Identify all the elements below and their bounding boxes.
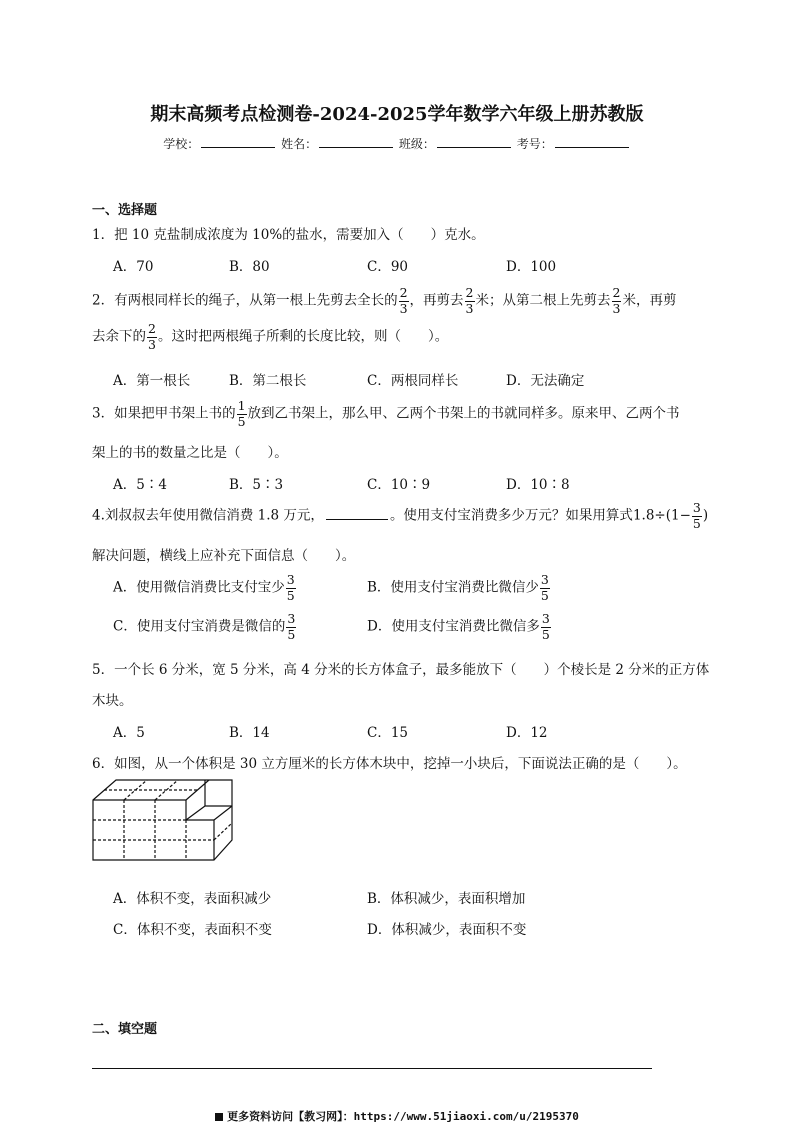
fraction-three-fifths: $\frac{3}{5}$ — [287, 611, 296, 642]
front-grid-horizontal — [93, 820, 214, 840]
fraction-three-fifths: $\frac{3}{5}$ — [692, 500, 701, 531]
q5-option-c[interactable]: C．15 — [367, 725, 409, 741]
notch-back-edges — [186, 806, 232, 820]
q3-option-c[interactable]: C．10∶9 — [367, 477, 431, 493]
q1-option-d[interactable]: D．100 — [506, 259, 557, 275]
q3-option-d[interactable]: D．10∶8 — [506, 477, 570, 493]
flag-icon — [215, 1113, 223, 1121]
fraction-two-thirds: $\frac{2}{3}$ — [465, 285, 474, 316]
q1-option-a[interactable]: A．70 — [113, 259, 154, 275]
notch-diagonal — [214, 806, 232, 820]
fraction-one-fifth: $\frac{1}{5}$ — [237, 398, 246, 429]
class-label: 班级： — [398, 137, 435, 151]
fraction-two-thirds: $\frac{2}{3}$ — [612, 285, 621, 316]
fraction-two-thirds: $\frac{2}{3}$ — [399, 285, 408, 316]
question-6: 6．如图，从一个体积是 30 立方厘米的长方体木块中，挖掉一小块后，下面说法正确的是（ ）。 — [92, 756, 687, 772]
page-title: 期末高频考点检测卷-2024-2025学年数学六年级上册苏教版 — [150, 104, 644, 125]
question-2-line-1: 2．有两根同样长的绳子，从第一根上先剪去全长的 $\frac{2}{3}$ ，再剪去 $\frac{2}{3}$ 米；从第二根上先剪去 $\frac{2}{3}$ 米，再剪 — [92, 285, 677, 316]
q2-option-a[interactable]: A．第一根长 — [113, 373, 191, 389]
class-blank[interactable] — [437, 135, 511, 148]
q2-option-c[interactable]: C．两根同样长 — [367, 373, 459, 389]
question-2-line-2: 去余下的 $\frac{2}{3}$ 。这时把两根绳子所剩的长度比较，则（ ）。 — [92, 321, 449, 352]
q5-option-b[interactable]: B．14 — [229, 725, 270, 741]
question-4-line-2: 解决问题，横线上应补充下面信息（ ）。 — [92, 548, 356, 564]
q6-option-d[interactable]: D．体积减少，表面积不变 — [367, 922, 527, 938]
q5-option-d[interactable]: D．12 — [506, 725, 548, 741]
school-blank[interactable] — [201, 135, 275, 148]
question-4-line-1: 4.刘叔叔去年使用微信消费 1.8 万元， 。使用支付宝消费多少万元？如果用算式1.8÷(1− $\frac{3}{5}$ ) — [92, 500, 709, 531]
student-info-line — [0, 135, 794, 152]
q4-option-a[interactable]: A．使用微信消费比支付宝少 $\frac{3}{5}$ — [113, 572, 295, 603]
q6-option-a[interactable]: A．体积不变，表面积减少 — [113, 891, 272, 907]
footer-link[interactable]: 更多资料访问【教习网】：https://www.51jiaoxi.com/u/2195370 — [227, 1110, 579, 1123]
q5-option-a[interactable]: A．5 — [113, 725, 145, 741]
school-label: 学校： — [163, 137, 200, 151]
q3-option-a[interactable]: A．5∶4 — [113, 477, 167, 493]
fraction-three-fifths: $\frac{3}{5}$ — [540, 572, 549, 603]
front-grid-vertical — [124, 800, 186, 860]
number-blank[interactable] — [555, 135, 629, 148]
q6-option-c[interactable]: C．体积不变，表面积不变 — [113, 922, 272, 938]
section-heading-choice: 一、选择题 — [92, 203, 158, 218]
number-label: 考号： — [516, 137, 553, 151]
name-label: 姓名： — [281, 137, 318, 151]
q6-option-b[interactable]: B．体积减少，表面积增加 — [367, 891, 526, 907]
question-5-line-2: 木块。 — [92, 693, 133, 709]
divider-line — [92, 1068, 652, 1069]
cuboid-figure — [90, 778, 240, 870]
question-5-line-1: 5．一个长 6 分米，宽 5 分米，高 4 分米的长方体盒子，最多能放下（ ）个棱长是 2 分米的正方体 — [92, 662, 710, 678]
question-1: 1．把 10 克盐制成浓度为 10%的盐水，需要加入（ ）克水。 — [92, 227, 485, 243]
fraction-three-fifths: $\frac{3}{5}$ — [286, 572, 295, 603]
q1-option-c[interactable]: C．90 — [367, 259, 409, 275]
q2-option-b[interactable]: B．第二根长 — [229, 373, 307, 389]
q1-option-b[interactable]: B．80 — [229, 259, 270, 275]
q2-option-d[interactable]: D．无法确定 — [506, 373, 585, 389]
fraction-two-thirds: $\frac{2}{3}$ — [148, 321, 156, 352]
question-3-line-2: 架上的书的数量之比是（ ）。 — [92, 445, 288, 461]
q4-option-b[interactable]: B．使用支付宝消费比微信少 $\frac{3}{5}$ — [367, 572, 549, 603]
name-blank[interactable] — [319, 135, 393, 148]
q4-option-d[interactable]: D．使用支付宝消费比微信多 $\frac{3}{5}$ — [367, 611, 550, 642]
q3-option-b[interactable]: B．5∶3 — [229, 477, 284, 493]
section-heading-fill: 二、填空题 — [92, 1022, 158, 1037]
fraction-three-fifths: $\frac{3}{5}$ — [541, 611, 550, 642]
footer — [0, 1108, 794, 1124]
answer-blank[interactable] — [326, 507, 388, 520]
right-grid — [214, 823, 232, 840]
q4-option-c[interactable]: C．使用支付宝消费是微信的 $\frac{3}{5}$ — [113, 611, 296, 642]
question-3-line-1: 3．如果把甲书架上书的 $\frac{1}{5}$ 放到乙书架上，那么甲、乙两个书架上的书就同样多。原来甲、乙两个书 — [92, 398, 680, 429]
